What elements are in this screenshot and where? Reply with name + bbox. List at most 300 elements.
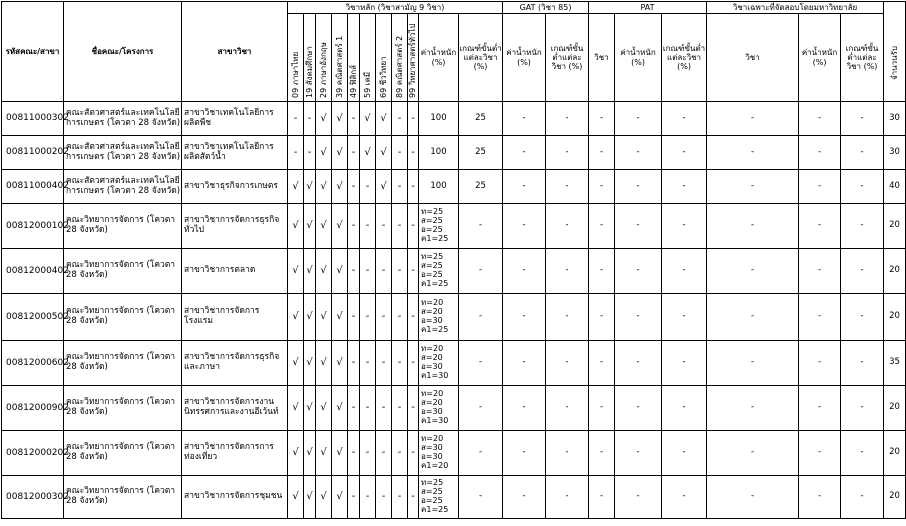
cell-seats: 20 (884, 476, 906, 519)
cell-subject-mark: √ (304, 386, 316, 431)
cell-sp-weight: - (799, 341, 841, 386)
cell-pat-min: - (662, 136, 707, 170)
cell-subject-mark: - (360, 476, 376, 519)
cell-core-min: - (459, 341, 503, 386)
cell-sp-weight: - (799, 249, 841, 294)
weight-line: ค1=25 (421, 324, 449, 334)
cell-subject-mark: - (408, 294, 419, 341)
cell-faculty: คณะวิทยาการจัดการ (โควตา 28 จังหวัด) (64, 431, 182, 476)
cell-major: สาขาวิชาการจัดการธุรกิจและภาษา (182, 341, 288, 386)
weight-line: ท=25 (421, 207, 444, 217)
cell-subject-mark: √ (360, 136, 376, 170)
weight-line: ท=20 (421, 344, 444, 354)
cell-core-weight (419, 102, 459, 136)
cell-subject-mark: √ (304, 294, 316, 341)
cell-core-min: 25 (459, 136, 503, 170)
header-sp-weight: ค่าน้ำหนัก (%) (799, 14, 841, 102)
weight-line: ส=30 (421, 443, 443, 453)
table-row (2, 204, 906, 249)
admission-table (1, 1, 906, 519)
cell-sp-weight: - (799, 170, 841, 204)
cell-core-weight (419, 294, 459, 341)
cell-subject-mark: - (408, 386, 419, 431)
cell-pat-subject: - (589, 170, 615, 204)
cell-subject-mark: - (360, 170, 376, 204)
cell-pat-subject: - (589, 386, 615, 431)
cell-major: สาขาวิชาธุรกิจการเกษตร (182, 170, 288, 204)
weight-line: อ=25 (421, 270, 443, 279)
cell-pat-subject: - (589, 431, 615, 476)
header-pat-group: PAT (589, 2, 707, 14)
cell-seats: 30 (884, 136, 906, 170)
cell-sp-min: - (841, 386, 884, 431)
cell-sp-subject: - (707, 476, 799, 519)
cell-gat-weight: - (503, 204, 546, 249)
cell-subject-mark: √ (332, 249, 348, 294)
weight-line: อ=30 (421, 407, 443, 416)
table-row (2, 341, 906, 386)
cell-subject-mark: √ (332, 102, 348, 136)
weight-line: อ=30 (421, 452, 443, 461)
header-pat-min: เกณฑ์ขั้นต่ำแต่ละวิชา (%) (662, 14, 707, 102)
cell-core-weight (419, 136, 459, 170)
weight-line: ท=20 (421, 389, 444, 399)
cell-pat-weight: - (615, 431, 662, 476)
cell-subject-mark: √ (288, 204, 304, 249)
header-core-weight: ค่าน้ำหนัก (%) (419, 14, 459, 102)
cell-core-min: - (459, 386, 503, 431)
cell-subject-mark: √ (316, 249, 332, 294)
cell-core-weight (419, 386, 459, 431)
cell-subject-mark: - (348, 102, 360, 136)
cell-subject-mark: - (376, 476, 392, 519)
header-pat-weight: ค่าน้ำหนัก (%) (615, 14, 662, 102)
cell-major: สาขาวิชาการจัดการงานนิทรรศการและงานอีเว้นท์ (182, 386, 288, 431)
cell-subject-mark: √ (316, 431, 332, 476)
cell-sp-min: - (841, 294, 884, 341)
cell-core-weight (419, 204, 459, 249)
cell-code: 00812000902 (2, 386, 64, 431)
cell-sp-subject: - (707, 170, 799, 204)
cell-gat-min: - (546, 476, 589, 519)
table-row (2, 136, 906, 170)
weight-line: ส=25 (421, 216, 443, 226)
cell-subject-mark: - (376, 249, 392, 294)
cell-sp-subject: - (707, 341, 799, 386)
cell-subject-mark: - (348, 431, 360, 476)
cell-core-weight (419, 476, 459, 519)
cell-seats: 20 (884, 249, 906, 294)
cell-subject-mark: √ (316, 204, 332, 249)
cell-core-min: - (459, 294, 503, 341)
cell-sp-subject: - (707, 102, 799, 136)
cell-subject-mark: √ (288, 170, 304, 204)
cell-subject-mark: - (376, 204, 392, 249)
cell-pat-min: - (662, 386, 707, 431)
cell-gat-weight: - (503, 102, 546, 136)
header-seats: จำนวนรับ (884, 2, 906, 102)
cell-gat-weight: - (503, 341, 546, 386)
cell-subject-mark: √ (304, 341, 316, 386)
header-gat-min: เกณฑ์ขั้นต่ำแต่ละวิชา (%) (546, 14, 589, 102)
cell-faculty: คณะวิทยาการจัดการ (โควตา 28 จังหวัด) (64, 341, 182, 386)
cell-pat-subject: - (589, 294, 615, 341)
cell-subject-mark: - (348, 386, 360, 431)
cell-subject-mark: - (392, 170, 408, 204)
weight-line: ท=25 (421, 478, 444, 488)
cell-seats: 30 (884, 102, 906, 136)
cell-subject-mark: - (392, 386, 408, 431)
weight-line: ค1=25 (421, 278, 449, 288)
cell-seats: 20 (884, 431, 906, 476)
cell-core-min: 25 (459, 170, 503, 204)
cell-subject-mark: - (408, 249, 419, 294)
weight-line: ท=25 (421, 252, 444, 262)
cell-subject-mark: - (408, 341, 419, 386)
cell-pat-min: - (662, 204, 707, 249)
cell-gat-min: - (546, 170, 589, 204)
weight-line: อ=30 (421, 316, 443, 325)
cell-pat-weight: - (615, 476, 662, 519)
cell-gat-weight: - (503, 294, 546, 341)
cell-subject-mark: - (408, 102, 419, 136)
cell-subject-mark: √ (288, 341, 304, 386)
cell-subject-mark: √ (376, 102, 392, 136)
weight-line: อ=25 (421, 496, 443, 505)
cell-subject-mark: - (392, 431, 408, 476)
cell-gat-weight: - (503, 431, 546, 476)
header-core-group: วิชาหลัก (วิชาสามัญ 9 วิชา) (288, 2, 503, 14)
header-subject: 59 เคมี (360, 14, 376, 102)
cell-faculty: คณะสัตวศาสตร์และเทคโนโลยีการเกษตร (โควตา 28 จังหวัด) (64, 136, 182, 170)
table-row (2, 170, 906, 204)
cell-subject-mark: √ (332, 204, 348, 249)
cell-sp-min: - (841, 170, 884, 204)
cell-subject-mark: √ (304, 431, 316, 476)
cell-major: สาขาวิชาเทคโนโลยีการผลิตพืช (182, 102, 288, 136)
weight-line: ค1=30 (421, 370, 449, 380)
cell-gat-min: - (546, 294, 589, 341)
cell-subject-mark: - (408, 170, 419, 204)
cell-subject-mark: √ (332, 386, 348, 431)
cell-subject-mark: - (348, 294, 360, 341)
cell-core-min: - (459, 204, 503, 249)
cell-subject-mark: - (360, 294, 376, 341)
weight-line: 100 (430, 180, 447, 191)
table-row (2, 386, 906, 431)
cell-sp-subject: - (707, 249, 799, 294)
cell-pat-min: - (662, 294, 707, 341)
header-subject: 49 ฟิสิกส์ (348, 14, 360, 102)
header-gat-group: GAT (วิชา 85) (503, 2, 589, 14)
cell-subject-mark: - (408, 136, 419, 170)
cell-subject-mark: √ (332, 170, 348, 204)
cell-faculty: คณะวิทยาการจัดการ (โควตา 28 จังหวัด) (64, 294, 182, 341)
table-row (2, 431, 906, 476)
header-major: สาขาวิชา (182, 2, 288, 102)
cell-subject-mark: - (392, 204, 408, 249)
cell-subject-mark: - (392, 294, 408, 341)
cell-sp-min: - (841, 204, 884, 249)
cell-subject-mark: - (360, 204, 376, 249)
cell-subject-mark: √ (332, 294, 348, 341)
cell-seats: 20 (884, 294, 906, 341)
cell-pat-subject: - (589, 341, 615, 386)
weight-line: ท=20 (421, 434, 444, 444)
cell-pat-weight: - (615, 386, 662, 431)
cell-subject-mark: - (392, 249, 408, 294)
cell-subject-mark: √ (304, 204, 316, 249)
cell-pat-weight: - (615, 170, 662, 204)
cell-code: 00812000402 (2, 249, 64, 294)
cell-pat-subject: - (589, 249, 615, 294)
cell-core-min: - (459, 249, 503, 294)
cell-subject-mark: √ (316, 136, 332, 170)
cell-sp-weight: - (799, 431, 841, 476)
cell-subject-mark: √ (332, 341, 348, 386)
table-row (2, 102, 906, 136)
cell-subject-mark: - (408, 431, 419, 476)
cell-sp-subject: - (707, 431, 799, 476)
cell-subject-mark: √ (332, 136, 348, 170)
header-subject: 69 ชีววิทยา (376, 14, 392, 102)
cell-subject-mark: √ (288, 431, 304, 476)
cell-code: 00811000302 (2, 102, 64, 136)
cell-subject-mark: √ (376, 136, 392, 170)
cell-pat-subject: - (589, 102, 615, 136)
cell-pat-min: - (662, 249, 707, 294)
cell-gat-min: - (546, 431, 589, 476)
weight-line: ค1=25 (421, 504, 449, 514)
cell-gat-weight: - (503, 136, 546, 170)
cell-major: สาขาวิชาการตลาด (182, 249, 288, 294)
cell-subject-mark: √ (316, 294, 332, 341)
cell-subject-mark: - (348, 476, 360, 519)
cell-pat-min: - (662, 102, 707, 136)
cell-subject-mark: √ (360, 102, 376, 136)
cell-gat-min: - (546, 136, 589, 170)
cell-gat-min: - (546, 249, 589, 294)
cell-sp-min: - (841, 431, 884, 476)
cell-pat-subject: - (589, 476, 615, 519)
weight-line: ค1=30 (421, 415, 449, 425)
cell-gat-weight: - (503, 476, 546, 519)
cell-subject-mark: √ (332, 431, 348, 476)
header-subject: 09 ภาษาไทย (288, 14, 304, 102)
cell-subject-mark: - (304, 136, 316, 170)
cell-code: 00811000402 (2, 170, 64, 204)
cell-subject-mark: - (360, 386, 376, 431)
cell-core-min: - (459, 431, 503, 476)
cell-sp-subject: - (707, 294, 799, 341)
cell-core-weight (419, 341, 459, 386)
cell-pat-subject: - (589, 136, 615, 170)
cell-code: 00811000202 (2, 136, 64, 170)
cell-subject-mark: √ (376, 170, 392, 204)
cell-major: สาขาวิชาการจัดการการท่องเที่ยว (182, 431, 288, 476)
cell-subject-mark: √ (304, 170, 316, 204)
cell-subject-mark: - (348, 136, 360, 170)
cell-major: สาขาวิชาการจัดการชุมชน (182, 476, 288, 519)
weight-line: อ=30 (421, 362, 443, 371)
cell-subject-mark: √ (332, 476, 348, 519)
cell-subject-mark: - (360, 249, 376, 294)
cell-gat-weight: - (503, 249, 546, 294)
cell-pat-weight: - (615, 294, 662, 341)
cell-pat-min: - (662, 476, 707, 519)
cell-subject-mark: - (360, 431, 376, 476)
cell-sp-min: - (841, 341, 884, 386)
cell-sp-weight: - (799, 476, 841, 519)
header-subject: 29 ภาษาอังกฤษ (316, 14, 332, 102)
weight-line: อ=25 (421, 225, 443, 234)
cell-code: 00812000502 (2, 294, 64, 341)
cell-gat-min: - (546, 204, 589, 249)
cell-seats: 35 (884, 341, 906, 386)
cell-subject-mark: √ (316, 386, 332, 431)
cell-subject-mark: - (376, 431, 392, 476)
cell-code: 00812000102 (2, 204, 64, 249)
cell-faculty: คณะวิทยาการจัดการ (โควตา 28 จังหวัด) (64, 386, 182, 431)
cell-pat-min: - (662, 341, 707, 386)
cell-subject-mark: - (392, 102, 408, 136)
cell-subject-mark: - (408, 204, 419, 249)
cell-subject-mark: - (348, 341, 360, 386)
cell-subject-mark: - (376, 386, 392, 431)
cell-gat-min: - (546, 102, 589, 136)
cell-pat-weight: - (615, 341, 662, 386)
cell-code: 00812000302 (2, 476, 64, 519)
header-faculty: ชื่อคณะ/โครงการ (64, 2, 182, 102)
header-pat-subject: วิชา (589, 14, 615, 102)
table-row (2, 476, 906, 519)
header-special-group: วิชาเฉพาะที่จัดสอบโดยมหาวิทยาลัย (707, 2, 884, 14)
cell-major: สาขาวิชาเทคโนโลยีการผลิตสัตว์น้ำ (182, 136, 288, 170)
weight-line: ส=20 (421, 307, 443, 317)
cell-subject-mark: - (360, 341, 376, 386)
cell-faculty: คณะวิทยาการจัดการ (โควตา 28 จังหวัด) (64, 249, 182, 294)
header-sp-subject: วิชา (707, 14, 799, 102)
cell-subject-mark: √ (316, 341, 332, 386)
cell-seats: 20 (884, 386, 906, 431)
table-row (2, 294, 906, 341)
cell-sp-subject: - (707, 204, 799, 249)
cell-subject-mark: - (392, 341, 408, 386)
cell-seats: 20 (884, 204, 906, 249)
cell-gat-min: - (546, 386, 589, 431)
cell-sp-weight: - (799, 102, 841, 136)
cell-subject-mark: - (304, 102, 316, 136)
cell-sp-min: - (841, 476, 884, 519)
cell-subject-mark: √ (288, 249, 304, 294)
header-sp-min: เกณฑ์ขั้นต่ำแต่ละวิชา (%) (841, 14, 884, 102)
cell-pat-subject: - (589, 204, 615, 249)
cell-sp-subject: - (707, 136, 799, 170)
cell-subject-mark: √ (304, 476, 316, 519)
cell-subject-mark: √ (288, 476, 304, 519)
cell-sp-weight: - (799, 204, 841, 249)
cell-subject-mark: √ (288, 386, 304, 431)
cell-subject-mark: √ (288, 294, 304, 341)
cell-sp-weight: - (799, 386, 841, 431)
cell-faculty: คณะวิทยาการจัดการ (โควตา 28 จังหวัด) (64, 476, 182, 519)
cell-subject-mark: - (376, 294, 392, 341)
cell-core-weight (419, 431, 459, 476)
cell-pat-weight: - (615, 249, 662, 294)
weight-line: ส=20 (421, 398, 443, 408)
cell-core-weight (419, 249, 459, 294)
cell-subject-mark: - (288, 102, 304, 136)
cell-sp-min: - (841, 102, 884, 136)
cell-code: 00812000602 (2, 341, 64, 386)
cell-subject-mark: - (348, 204, 360, 249)
header-code: รหัสคณะ/สาขา (2, 2, 64, 102)
header-core-min: เกณฑ์ขั้นต่ำแต่ละวิชา (%) (459, 14, 503, 102)
cell-subject-mark: √ (316, 476, 332, 519)
cell-subject-mark: - (348, 170, 360, 204)
cell-subject-mark: - (408, 476, 419, 519)
weight-line: ส=25 (421, 487, 443, 497)
cell-major: สาขาวิชาการจัดการธุรกิจทั่วไป (182, 204, 288, 249)
weight-line: ค1=20 (421, 460, 449, 470)
cell-sp-min: - (841, 136, 884, 170)
cell-sp-weight: - (799, 136, 841, 170)
table-body (2, 102, 906, 519)
weight-line: ท=20 (421, 298, 444, 308)
cell-sp-min: - (841, 249, 884, 294)
header-subject: 99 วิทยาศาสตร์ทั่วไป (408, 14, 419, 102)
cell-subject-mark: - (392, 136, 408, 170)
weight-line: ส=20 (421, 353, 443, 363)
cell-subject-mark: √ (316, 170, 332, 204)
weight-line: 100 (430, 112, 447, 123)
cell-core-min: 25 (459, 102, 503, 136)
cell-code: 00812000202 (2, 431, 64, 476)
cell-subject-mark: - (288, 136, 304, 170)
cell-seats: 40 (884, 170, 906, 204)
cell-pat-weight: - (615, 136, 662, 170)
cell-subject-mark: √ (316, 102, 332, 136)
cell-subject-mark: - (392, 476, 408, 519)
header-gat-weight: ค่าน้ำหนัก (%) (503, 14, 546, 102)
cell-subject-mark: - (348, 249, 360, 294)
weight-line: 100 (430, 146, 447, 157)
cell-faculty: คณะสัตวศาสตร์และเทคโนโลยีการเกษตร (โควตา 28 จังหวัด) (64, 102, 182, 136)
cell-sp-subject: - (707, 386, 799, 431)
cell-major: สาขาวิชาการจัดการโรงแรม (182, 294, 288, 341)
cell-pat-weight: - (615, 204, 662, 249)
cell-gat-weight: - (503, 386, 546, 431)
cell-sp-weight: - (799, 294, 841, 341)
cell-subject-mark: - (376, 341, 392, 386)
cell-pat-min: - (662, 431, 707, 476)
cell-core-weight (419, 170, 459, 204)
weight-line: ค1=25 (421, 233, 449, 243)
cell-pat-weight: - (615, 102, 662, 136)
cell-gat-min: - (546, 341, 589, 386)
header-subject: 89 คณิตศาสตร์ 2 (392, 14, 408, 102)
header-subject: 39 คณิตศาสตร์ 1 (332, 14, 348, 102)
header-subject: 19 สังคมศึกษา (304, 14, 316, 102)
cell-subject-mark: √ (304, 249, 316, 294)
cell-faculty: คณะวิทยาการจัดการ (โควตา 28 จังหวัด) (64, 204, 182, 249)
table-row (2, 249, 906, 294)
cell-pat-min: - (662, 170, 707, 204)
cell-core-min: - (459, 476, 503, 519)
cell-faculty: คณะสัตวศาสตร์และเทคโนโลยีการเกษตร (โควตา 28 จังหวัด) (64, 170, 182, 204)
weight-line: ส=25 (421, 261, 443, 271)
cell-gat-weight: - (503, 170, 546, 204)
